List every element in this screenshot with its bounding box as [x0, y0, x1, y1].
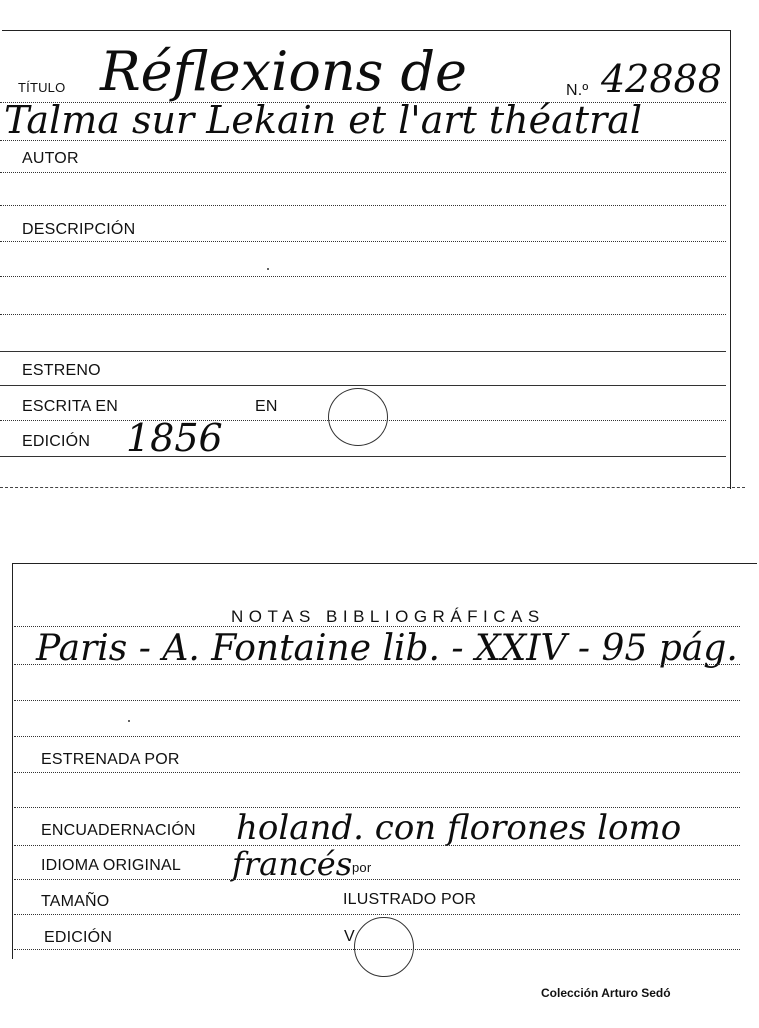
en-label: EN	[255, 398, 278, 415]
tamano-rule	[14, 914, 740, 915]
ink-speck	[128, 720, 130, 722]
descripcion-rule-3	[0, 314, 726, 315]
descripcion-rule-4	[0, 351, 726, 352]
estrenada-por-rule	[14, 772, 740, 773]
idioma-original-label: IDIOMA ORIGINAL	[41, 857, 181, 874]
edicion-rule-back	[14, 949, 740, 950]
notas-rule	[14, 626, 740, 627]
notas-rule-2	[14, 664, 740, 665]
catalog-number: 42888	[601, 57, 722, 101]
tamano-label: TAMAÑO	[41, 893, 110, 910]
encuadernacion-rule	[14, 845, 740, 846]
numero-label: N.º	[566, 82, 589, 99]
por-label: por	[352, 860, 372, 875]
encuadernacion-label: ENCUADERNACIÓN	[41, 822, 196, 839]
title-rule-2	[0, 140, 726, 141]
punch-hole-front	[328, 388, 388, 446]
edicion-rule-front	[0, 456, 726, 457]
v-label: V	[344, 928, 355, 945]
title-handwritten-line1: Réflexions de	[100, 40, 468, 103]
autor-label: AUTOR	[22, 150, 79, 167]
descripcion-rule	[0, 241, 726, 242]
estrenada-por-label: ESTRENADA POR	[41, 751, 180, 768]
descripcion-rule-2	[0, 276, 726, 277]
notas-rule-3	[14, 700, 740, 701]
idioma-handwritten: francés	[232, 845, 353, 883]
punch-hole-back	[354, 917, 414, 977]
card-cut-line	[0, 487, 745, 488]
encuadernacion-handwritten: holand. con florones lomo	[236, 808, 682, 848]
notas-heading: NOTAS BIBLIOGRÁFICAS	[231, 607, 545, 626]
notas-rule-4	[14, 736, 740, 737]
estreno-label: ESTRENO	[22, 362, 101, 379]
ink-speck	[267, 268, 269, 270]
ilustrado-por-label: ILUSTRADO POR	[343, 891, 477, 908]
collection-credit: Colección Arturo Sedó	[541, 986, 671, 1000]
escrita-en-label: ESCRITA EN	[22, 398, 118, 415]
autor-rule-2	[0, 205, 726, 206]
edicion-year: 1856	[126, 416, 223, 460]
edicion-label-front: EDICIÓN	[22, 433, 91, 450]
autor-rule	[0, 172, 726, 173]
titulo-label: TÍTULO	[18, 80, 66, 95]
notas-handwritten: Paris - A. Fontaine lib. - XXIV - 95 pág.	[36, 628, 738, 669]
estreno-rule	[0, 385, 726, 386]
edicion-label-back: EDICIÓN	[44, 929, 113, 946]
descripcion-label: DESCRIPCIÓN	[22, 221, 136, 238]
idioma-rule	[14, 879, 740, 880]
title-handwritten-line2: Talma sur Lekain et l'art théatral	[4, 98, 643, 142]
